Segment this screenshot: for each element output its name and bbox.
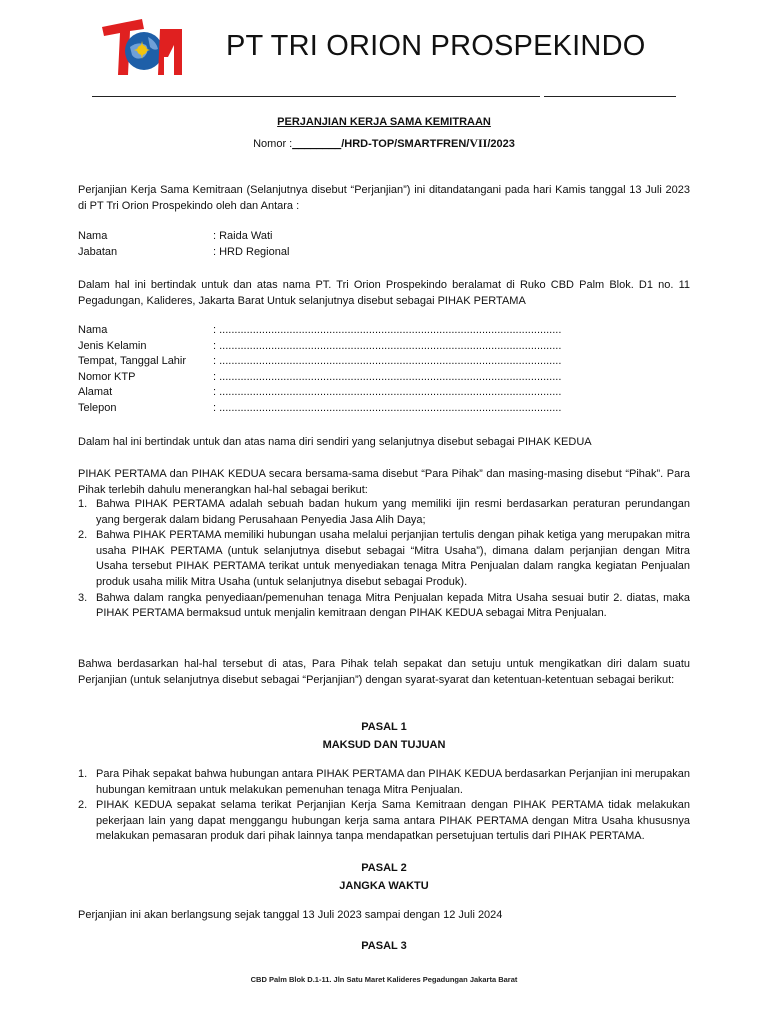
recitals-list bbox=[78, 497, 690, 622]
list-item: 2. Bahwa PIHAK PERTAMA memiliki hubungan usaha melalui perjanjian tertulis dengan pihak ketiga yang merupakan mitra usaha PIHAK PERTAMA (untuk selanjutnya disebut sebagai “Mitra Usaha”), dimana dalam perjanjian dengan Mitra Usaha tersebut PIHAK PERTAMA terikat untuk menyediakan tenaga Mitra Penjualan dalam rangka kegiatan Penjualan produk usaha milik Mitra Usaha (untuk selanjutnya disebut sebagai Produk). bbox=[78, 529, 690, 588]
party1-description: Dalam hal ini bertindak untuk dan atas nama PT. Tri Orion Prospekindo beralamat di Ruko CBD Palm Blok. D1 no. 11 Pegadungan, Kalideres, Jakarta Barat Untuk selanjutnya disebut sebagai PIHAK PERTAMA bbox=[78, 279, 690, 307]
pasal1-heading: PASAL 1 MAKSUD DAN TUJUAN bbox=[322, 721, 446, 751]
field-row bbox=[78, 323, 561, 339]
field-row bbox=[78, 339, 561, 355]
field-value: : ................................................................................................................ bbox=[213, 324, 562, 336]
list-item: 1. Bahwa PIHAK PERTAMA adalah sebuah badan hukum yang memiliki ijin resmi berdasarkan peraturan perundangan yang bergerak dalam bidang Perusahaan Penyedia Jasa Alih Daya; bbox=[78, 498, 690, 526]
pasal2-heading: PASAL 2 JANGKA WAKTU bbox=[339, 862, 429, 892]
field-row bbox=[78, 370, 561, 386]
field-label: Nomor KTP bbox=[78, 370, 136, 383]
document-number bbox=[0, 136, 768, 151]
field-value: : ................................................................................................................ bbox=[213, 401, 562, 414]
company-name: PT TRI ORION PROSPEKINDO bbox=[226, 30, 646, 62]
field-value: : ................................................................................................................ bbox=[213, 339, 562, 352]
nomor-blank: ________ bbox=[292, 138, 342, 150]
field-row bbox=[78, 229, 289, 245]
field-value: : Raida Wati bbox=[213, 230, 273, 242]
party2-fields bbox=[78, 323, 561, 417]
party2-description: Dalam hal ini bertindak untuk dan atas nama diri sendiri yang selanjutnya disebut sebagai PIHAK KEDUA bbox=[78, 436, 592, 448]
field-value: : ................................................................................................................ bbox=[213, 386, 562, 399]
field-label: Nama bbox=[78, 324, 108, 336]
pasal3-heading: PASAL 3 bbox=[361, 940, 407, 952]
field-label: Jabatan bbox=[78, 245, 118, 258]
pasal2-text: Perjanjian ini akan berlangsung sejak tanggal 13 Juli 2023 sampai dengan 12 Juli 2024 bbox=[78, 909, 503, 921]
field-label: Telepon bbox=[78, 401, 117, 414]
agreement-paragraph: Bahwa berdasarkan hal-hal tersebut di atas, Para Pihak telah sepakat dan setuju untuk mengikatkan diri dalam suatu Perjanjian (untuk selanjutnya disebut sebagai “Perjanjian”) dengan syarat-syarat dan ketentuan-ketentuan sebagai berikut: bbox=[78, 658, 690, 686]
field-label: Tempat, Tanggal Lahir bbox=[78, 355, 187, 368]
list-item: 1. Para Pihak sepakat bahwa hubungan antara PIHAK PERTAMA dan PIHAK KEDUA berdasarkan Perjanjian ini merupakan hubungan kemitraan untuk melakukan pemenuhan tenaga Mitra Penjualan. bbox=[78, 768, 690, 796]
nomor-suffix-b: /2023 bbox=[487, 138, 515, 150]
header-divider bbox=[92, 96, 540, 97]
para-pihak-paragraph: PIHAK PERTAMA dan PIHAK KEDUA secara bersama-sama disebut “Para Pihak” dan masing-masing disebut “Pihak”. Para Pihak terlebih dahulu menerangkan hal-hal sebagai berikut: bbox=[78, 468, 690, 496]
pasal1-list bbox=[78, 767, 690, 845]
header-divider-short bbox=[544, 96, 676, 97]
field-label: Alamat bbox=[78, 386, 113, 399]
field-row bbox=[78, 245, 289, 261]
nomor-label: Nomor : bbox=[253, 138, 293, 150]
intro-paragraph: Perjanjian Kerja Sama Kemitraan (Selanjutnya disebut “Perjanjian”) ini ditandatangani pada hari Kamis tanggal 13 Juli 2023 di PT Tri Orion Prospekindo oleh dan Antara : bbox=[78, 184, 690, 212]
footer-address: CBD Palm Blok D.1-11. Jln Satu Maret Kalideres Pegadungan Jakarta Barat bbox=[250, 975, 518, 984]
list-item: 2. PIHAK KEDUA sepakat selama terikat Perjanjian Kerja Sama Kemitraan dengan PIHAK PERTAMA tidak melakukan pekerjaan lain yang dapat menggangu hubungan kerja sama antara PIHAK PERTAMA dengan Mitra Usaha khususnya melakukan pemasaran produk dari pihak lainnya tanpa mendapatkan persetujuan tertulis dari PIHAK PERTAMA. bbox=[78, 799, 690, 843]
field-label: Jenis Kelamin bbox=[78, 339, 147, 352]
field-value: : ................................................................................................................ bbox=[213, 355, 562, 368]
field-row bbox=[78, 401, 561, 417]
nomor-roman: VII bbox=[469, 136, 488, 150]
list-item: 3. Bahwa dalam rangka penyediaan/pemenuhan tenaga Mitra Penjualan kepada Mitra Usaha sesuai butir 2. diatas, maka PIHAK PERTAMA bermaksud untuk menjalin kemitraan dengan PIHAK KEDUA sebagai Mitra Penjualan. bbox=[78, 591, 690, 620]
field-label: Nama bbox=[78, 230, 108, 242]
field-row bbox=[78, 354, 561, 370]
document-title: PERJANJIAN KERJA SAMA KEMITRAAN bbox=[277, 116, 491, 128]
field-value: : HRD Regional bbox=[213, 245, 290, 258]
field-value: : ................................................................................................................ bbox=[213, 370, 562, 383]
company-logo bbox=[98, 17, 184, 79]
field-row bbox=[78, 385, 561, 401]
nomor-suffix-a: /HRD-TOP/SMARTFREN/ bbox=[341, 138, 470, 150]
party1-fields bbox=[78, 229, 289, 260]
